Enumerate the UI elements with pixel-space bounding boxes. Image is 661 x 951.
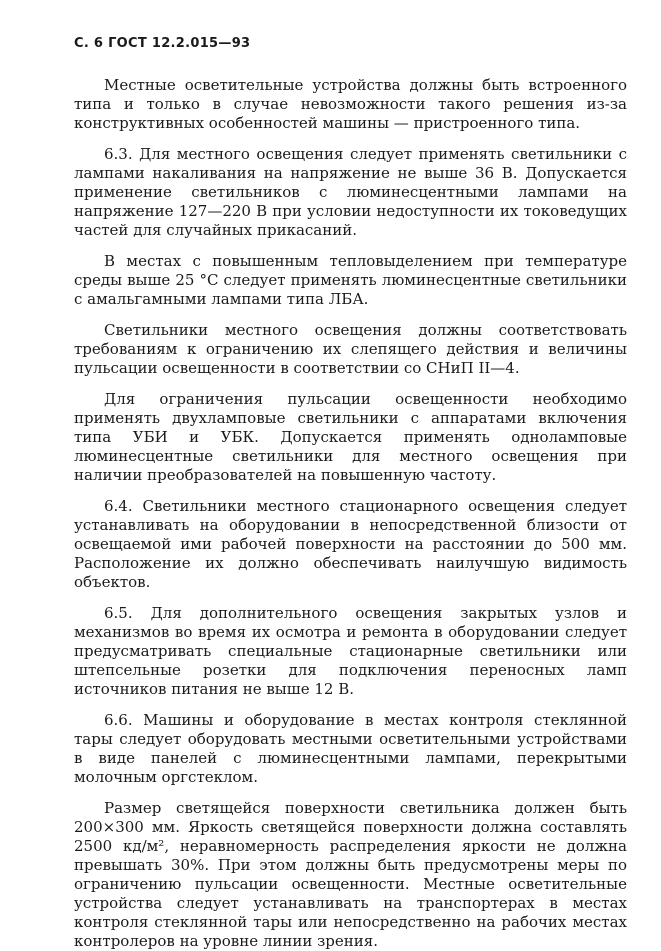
paragraph-built-in-fixtures: Местные осветительные устройства должны быть встроенного типа и только в случае невозможности такого решения из-за конструктивных особенностей машины — пристроенного типа.	[74, 76, 627, 132]
paragraph-pulsation-limits: Для ограничения пульсации освещенности необходимо применять двухламповые светильники с аппаратами включения типа УБИ и УБК. Допускается применять одноламповые люминесцентные светильники для местного освещения при наличии преобразователей на повышенную частоту.	[74, 390, 627, 484]
paragraph-6-6: 6.6. Машины и оборудование в местах контроля стеклянной тары следует оборудовать местными осветительными устройствами в виде панелей с люминесцентными лампами, перекрытыми молочным оргстеклом.	[74, 711, 627, 786]
paragraph-6-5: 6.5. Для дополнительного освещения закрытых узлов и механизмов во время их осмотра и ремонта в оборудовании следует предусматривать специальные стационарные светильники или штепсельные розетки для подключения переносных ламп источников питания не выше 12 В.	[74, 604, 627, 698]
paragraph-6-3: 6.3. Для местного освещения следует применять светильники с лампами накаливания на напряжение не выше 36 В. Допускается применение светильников с люминесцентными лампами на напряжение 127—220 В при условии недоступности их токоведущих частей для случайных прикасаний.	[74, 145, 627, 239]
page-running-header: С. 6 ГОСТ 12.2.015—93	[74, 36, 251, 51]
paragraph-6-4: 6.4. Светильники местного стационарного освещения следует устанавливать на оборудовании в непосредственной близости от освещаемой ими рабочей поверхности на расстоянии до 500 мм. Расположение их должно обеспечивать наилучшую видимость объектов.	[74, 497, 627, 591]
paragraph-heat-areas: В местах с повышенным тепловыделением при температуре среды выше 25 °С следует применять люминесцентные светильники с амальгамными лампами типа ЛБА.	[74, 252, 627, 308]
paragraph-surface-size: Размер светящейся поверхности светильника должен быть 200×300 мм. Яркость светящейся поверхности должна составлять 2500 кд/м², неравномерность распределения яркости не должна превышать 30%. При этом должны быть предусмотрены меры по ограничению пульсации освещенности. Местные осветительные устройства следует устанавливать на транспортерах в местах контроля стеклянной тары или непосредственно на рабочих местах контролеров на уровне линии зрения.	[74, 799, 627, 950]
paragraph-glare-requirements: Светильники местного освещения должны соответствовать требованиям к ограничению их слепящего действия и величины пульсации освещенности в соответствии со СНиП II—4.	[74, 321, 627, 377]
